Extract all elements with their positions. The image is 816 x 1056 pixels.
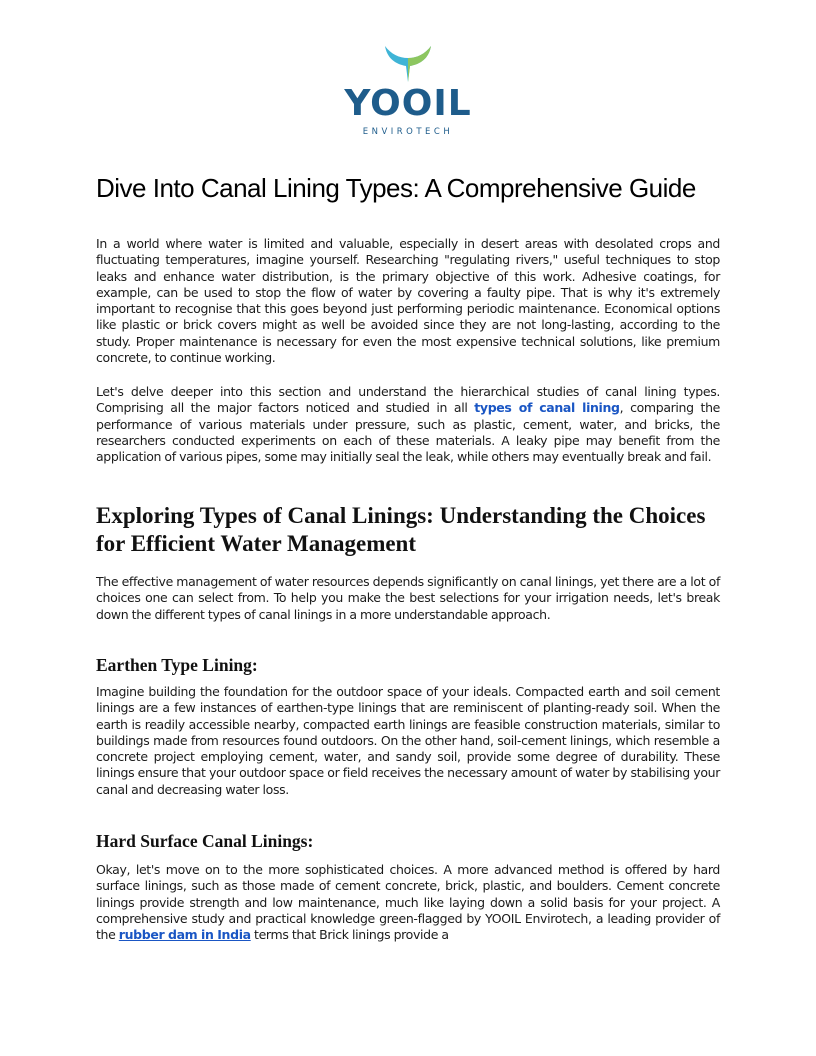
logo-wordmark: YOOIL: [344, 83, 472, 124]
hard-text-before: Okay, let's move on to the more sophisticated choices. A more advanced method is offered by hard surface linings, such as those made of cement concrete, brick, plastic, and boulders. Cement concrete linings provide strength and low maintenance, much like laying down a solid basis for your project. A comprehensive study and practical knowledge green-flagged by YOOIL Envirotech, a leading provider of the: [96, 862, 720, 943]
section-heading: Exploring Types of Canal Linings: Understanding the Choices for Efficient Water Management: [96, 503, 706, 556]
hard-surface-paragraph: [96, 862, 720, 943]
intro-p2-text-after: , comparing the performance of various materials under pressure, such as plastic, cement, water, and bricks, the researchers conducted experiments on each of these materials. A leaky pipe may benefit from the application of various pipes, some may initially seal the leak, while others may eventually break and fail.: [96, 400, 720, 465]
earthen-heading: Earthen Type Lining:: [96, 655, 258, 675]
yooil-logo: [340, 44, 476, 140]
whale-tail-icon: [381, 44, 435, 84]
hard-text-after: terms that Brick linings provide a: [250, 927, 449, 943]
section-paragraph: The effective management of water resources depends significantly on canal linings, yet there are a lot of choices one can select from. To help you make the best selections for your irrigation needs, let's break down the different types of canal linings in a more understandable approach.: [96, 574, 720, 622]
intro-p2-text-before: Let's delve deeper into this section and understand the hierarchical studies of canal lining types. Comprising all the major factors noticed and studied in all: [96, 384, 720, 416]
types-of-canal-lining-link[interactable]: types of canal lining: [474, 400, 620, 416]
page-title: Dive Into Canal Lining Types: A Comprehensive Guide: [96, 173, 696, 203]
intro-paragraph-2: [96, 384, 720, 465]
earthen-paragraph: Imagine building the foundation for the outdoor space of your ideals. Compacted earth and soil cement linings are a few instances of earthen-type linings that are reminiscent of planting-ready soil. When the earth is readily accessible nearby, compacted earth linings are feasible construction materials, similar to buildings made from resources found outdoors. On the other hand, soil-cement linings, which resemble a concrete project employing cement, water, and sandy soil, provide some degree of durability. These linings ensure that your outdoor space or field receives the necessary amount of water by stabilising your canal and decreasing water loss.: [96, 684, 720, 797]
logo-subtitle: ENVIROTECH: [362, 127, 454, 137]
rubber-dam-link[interactable]: rubber dam in India: [118, 927, 251, 943]
intro-paragraph-1: In a world where water is limited and valuable, especially in desert areas with desolated crops and fluctuating temperatures, imagine yourself. Researching "regulating rivers," useful techniques to stop leaks and enhance water distribution, is the primary objective of this work. Adhesive coatings, for example, can be used to stop the flow of water by covering a faulty pipe. That is why it's extremely important to recognise that this goes beyond just performing periodic maintenance. Economical options like plastic or brick covers might as well be avoided since they are not long-lasting, according to the study. Proper maintenance is necessary for even the most expensive technical solutions, like premium concrete, to continue working.: [96, 236, 720, 366]
hard-surface-heading: Hard Surface Canal Linings:: [96, 831, 314, 851]
